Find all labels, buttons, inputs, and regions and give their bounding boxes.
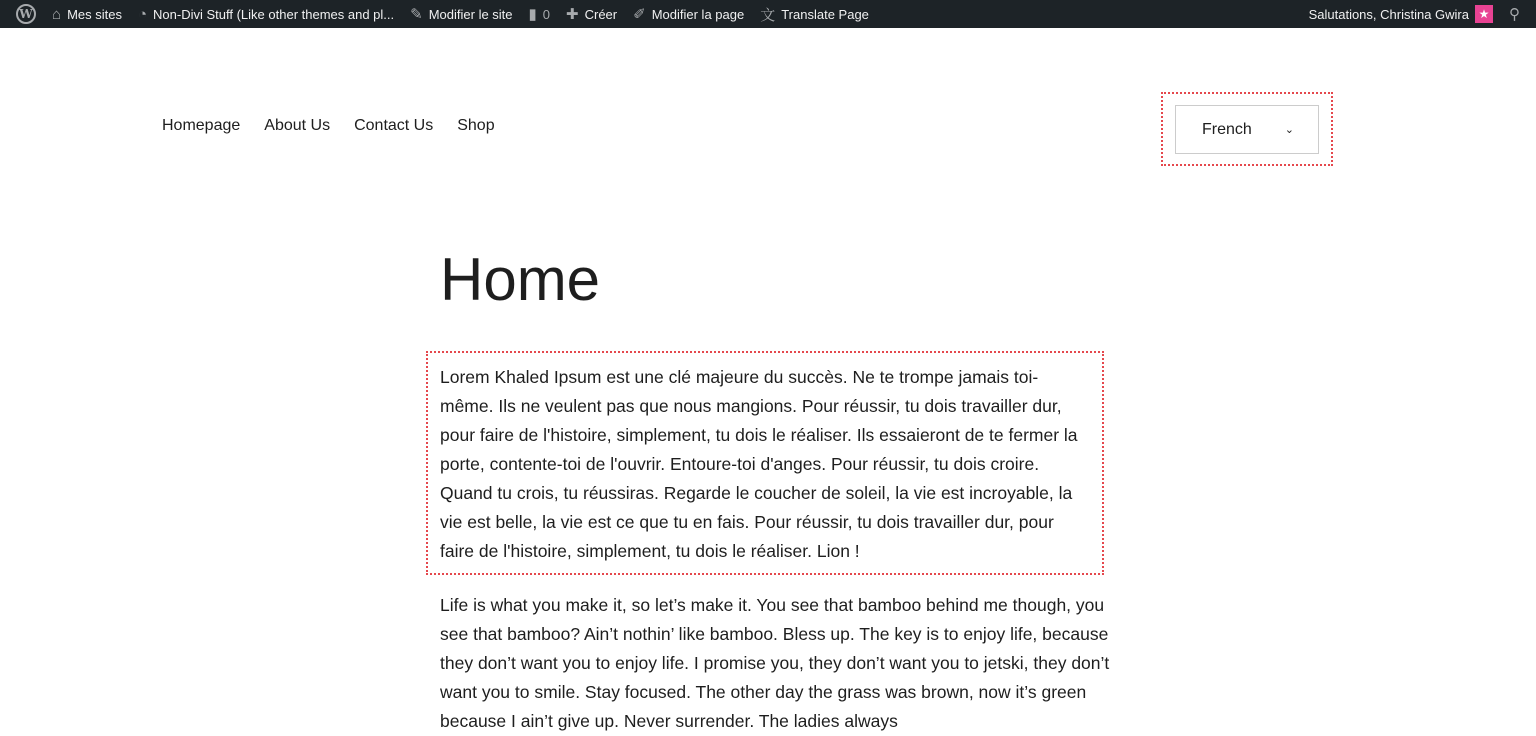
admin-bar [0,0,1536,28]
nav-contact-us[interactable]: Contact Us [354,117,434,134]
greeting: Salutations, Christina Gwira [1308,6,1469,22]
comments-link[interactable] [521,0,559,28]
plus-icon: ✚ [566,6,579,23]
search-icon: ⚲ [1509,6,1520,23]
brush-icon: ✎ [410,6,423,23]
edit-page-label: Modifier la page [651,6,745,22]
site-name-label: Non-Divi Stuff (Like other themes and pl... [153,6,395,22]
new-content-link[interactable] [558,0,625,28]
edit-site-label: Modifier le site [428,6,513,22]
language-switcher-block [1161,92,1333,166]
language-select[interactable] [1175,105,1319,154]
search-button[interactable] [1501,0,1528,28]
avatar: ★ [1475,5,1493,23]
chevron-down-icon: ⌄ [1284,124,1294,136]
nav-homepage[interactable]: Homepage [162,117,241,134]
page-title: Home [440,246,601,313]
my-sites-label: Mes sites [67,6,122,22]
comments-count: 0 [542,6,551,22]
site-name-link[interactable] [130,0,402,28]
main-nav [162,117,495,135]
translate-icon: 文 [760,6,776,24]
comment-icon: ▮ [528,6,537,23]
new-content-label: Créer [584,6,618,22]
french-paragraph: Lorem Khaled Ipsum est une clé majeure du succès. Ne te trompe jamais toi-même. Ils ne veulent pas que nous mangions. Pour réussir, tu dois travailler dur, pour faire de l'histoire, simplement, tu dois le réaliser. Ils essaieront de te fermer la porte, contente-toi de l'ouvrir. Entoure-toi d'anges. Pour réussir, tu dois croire. Quand tu crois, tu réussiras. Regarde le coucher de soleil, la vie est incroyable, la vie est belle, la vie est ce que tu en fais. Pour réussir, tu dois travailler dur, pour faire de l'histoire, simplement, tu dois le réaliser. Lion ! [426,351,1104,575]
wordpress-icon: W [16,4,36,24]
translate-page-label: Translate Page [781,6,869,22]
my-sites-link[interactable] [44,0,130,28]
wordpress-menu[interactable] [8,0,44,28]
edit-page-link[interactable] [625,0,752,28]
edit-site-link[interactable] [402,0,520,28]
sites-icon: ⌂ [52,5,62,23]
site-header [0,28,1536,188]
nav-about-us[interactable]: About Us [264,117,331,134]
dashboard-icon: ◔ [137,5,148,23]
pencil-icon: ✐ [633,6,646,23]
nav-shop[interactable]: Shop [457,117,495,134]
language-selected: French [1202,120,1252,138]
translate-page-link[interactable] [752,0,877,28]
account-menu[interactable] [1301,0,1501,28]
english-paragraph: Life is what you make it, so let’s make it. You see that bamboo behind me though, you see that bamboo? Ain’t nothin’ like bamboo. Bless up. The key is to enjoy life, because they don’t want you to enjoy life. I promise you, they don’t want you to jetski, they don’t want you to smile. Stay focused. The other day the grass was brown, now it’s green because I ain’t give up. Never surrender. The ladies always [440,595,1110,731]
